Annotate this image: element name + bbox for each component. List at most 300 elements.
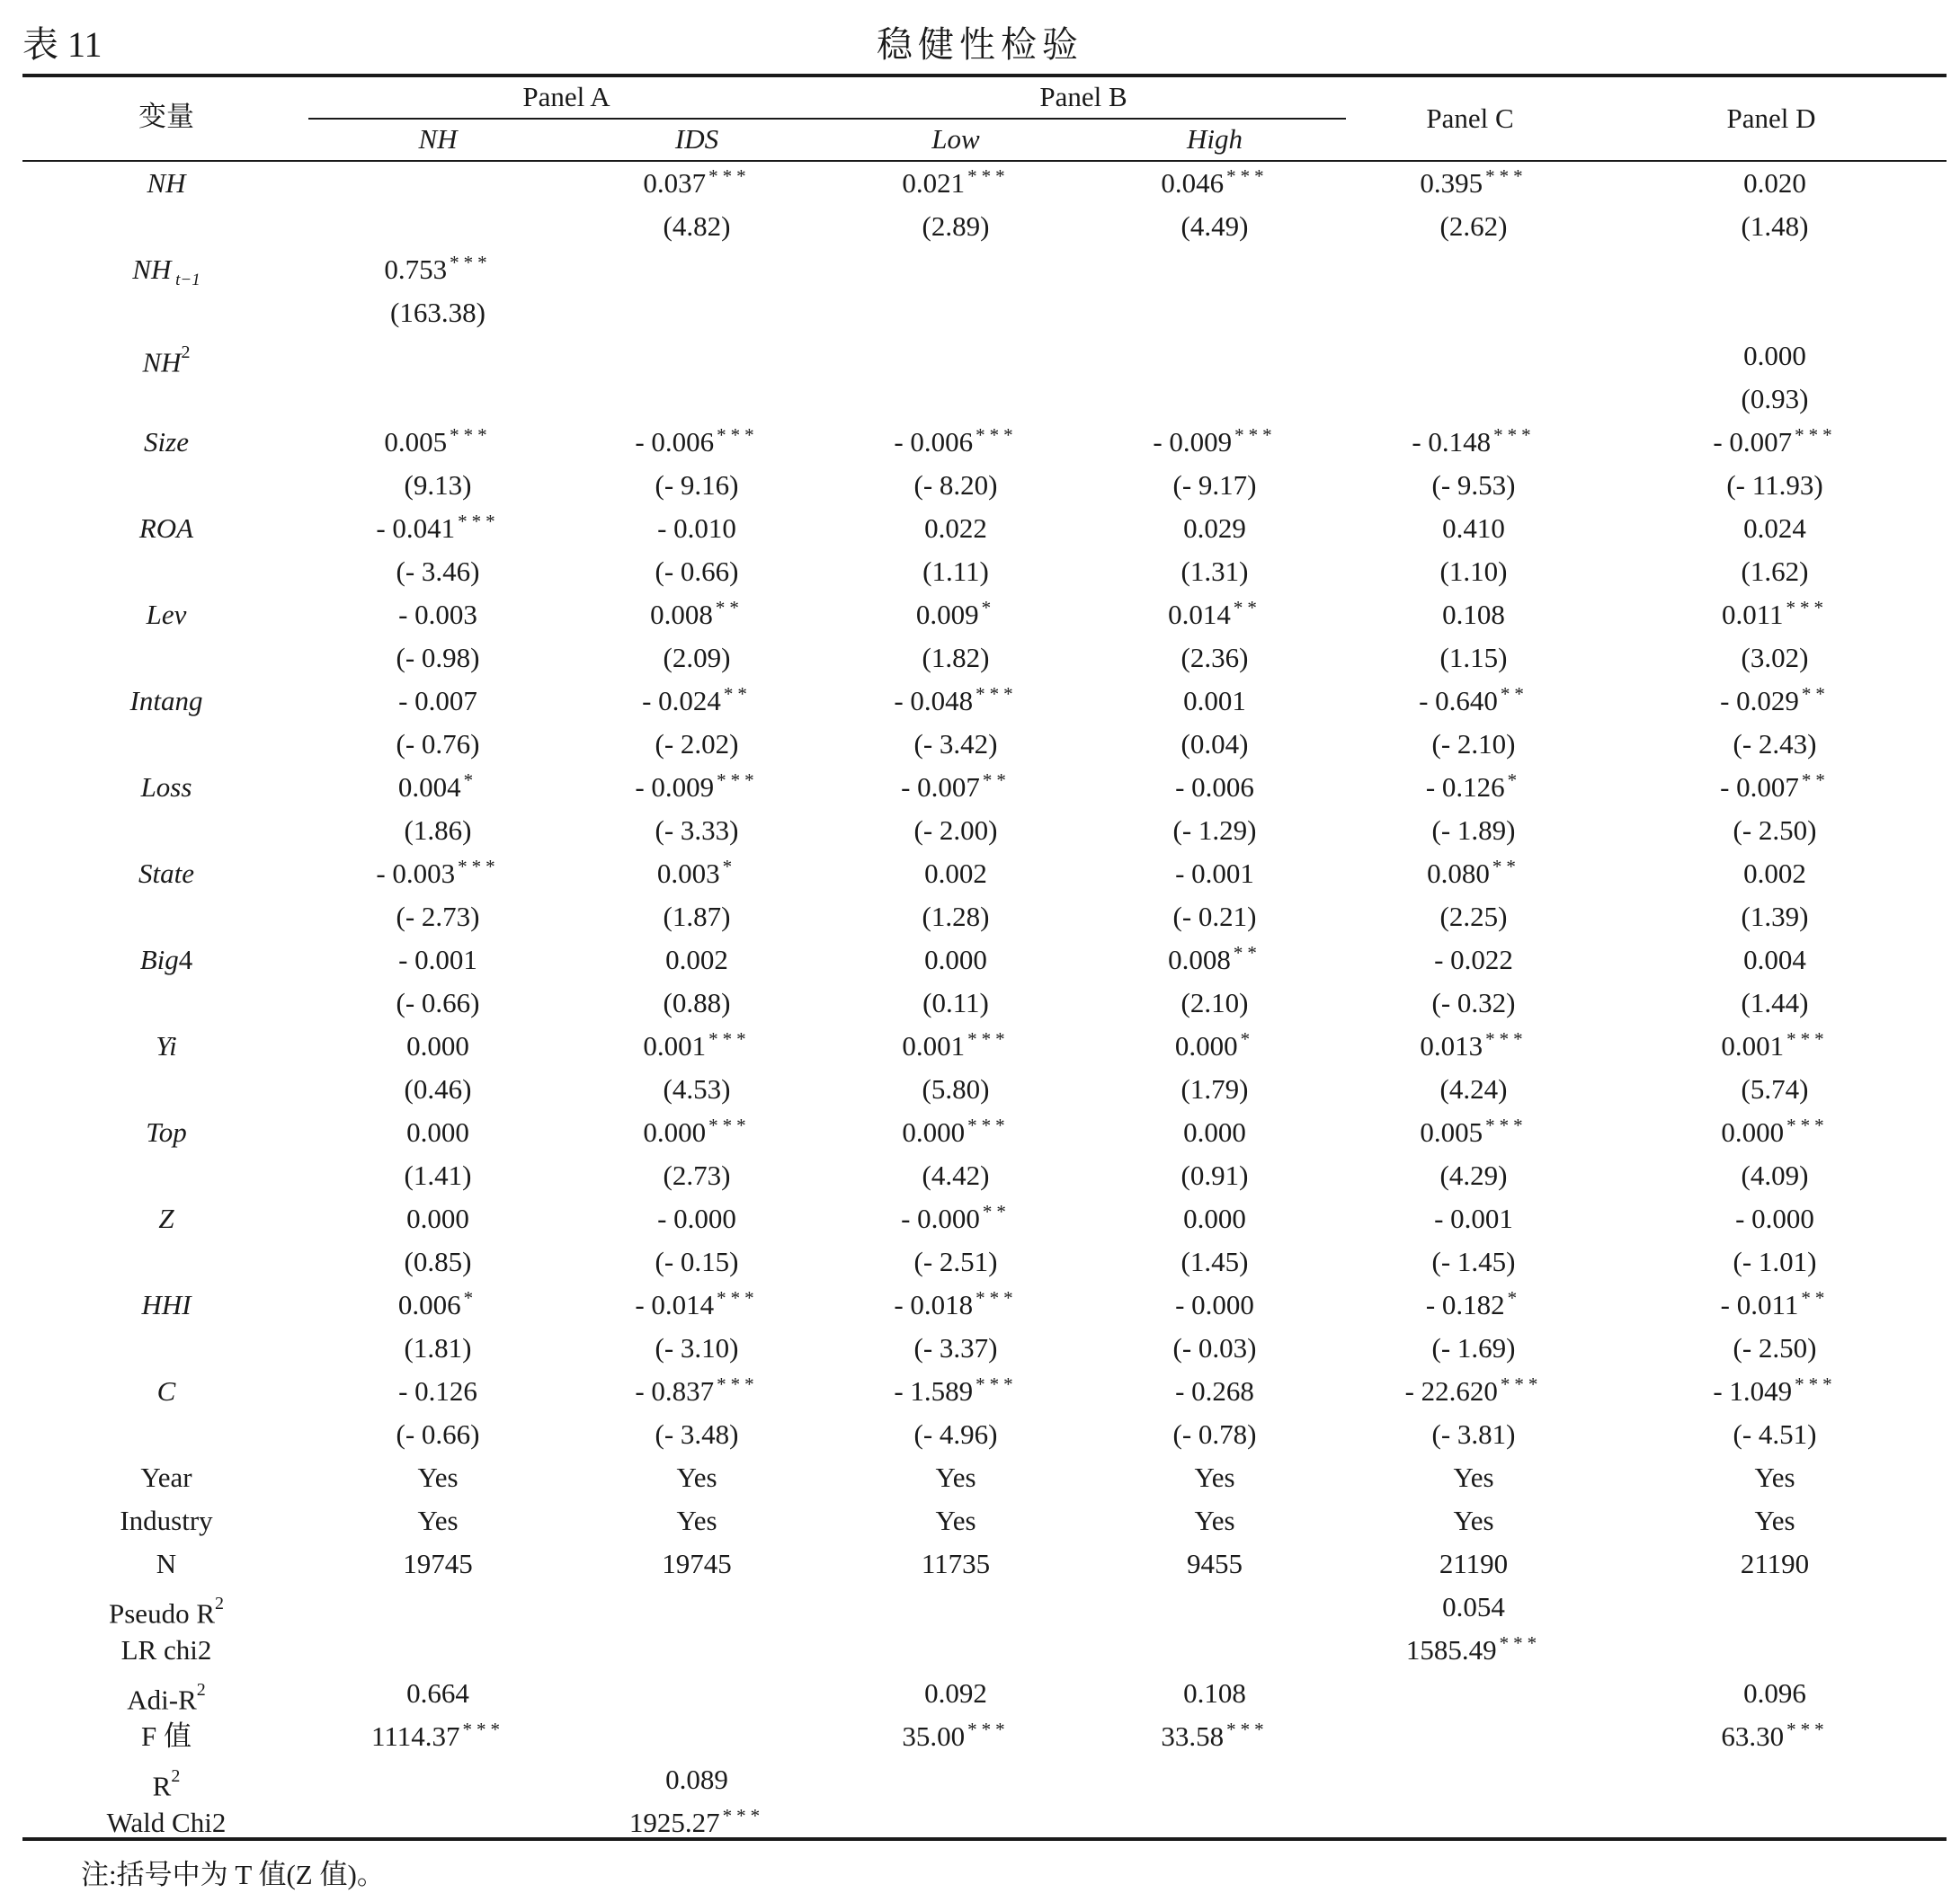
- t-value-cell: (4.29): [1439, 1160, 1508, 1191]
- value-number: 0.014: [1168, 599, 1231, 630]
- t-value-cell: (1.10): [1439, 555, 1508, 587]
- row-0-label: [76, 165, 256, 201]
- value-number: Yes: [1453, 1462, 1494, 1493]
- row-7-label: [76, 769, 256, 805]
- value-number: - 0.029: [1720, 685, 1799, 716]
- coefficient-cell: [1080, 1028, 1350, 1067]
- value-number: Yes: [1194, 1505, 1235, 1536]
- coefficient-cell: [562, 1373, 832, 1412]
- significance-stars: ***: [967, 165, 1010, 187]
- value-number: 0.410: [1442, 512, 1505, 544]
- t-value-cell: (- 4.51): [1733, 1418, 1817, 1450]
- coefficient-cell: [1080, 165, 1350, 204]
- stat-cell: [303, 1675, 573, 1711]
- value-number: - 0.000: [1735, 1203, 1814, 1234]
- variable-name: Loss: [140, 771, 192, 803]
- stat-cell: [1339, 1546, 1608, 1582]
- coefficient-cell: [1640, 1201, 1910, 1237]
- coefficient-cell: [1640, 511, 1910, 547]
- value-number: 0.108: [1183, 1677, 1246, 1709]
- t-value-cell: (1.87): [663, 901, 731, 932]
- value-number: 19745: [662, 1548, 732, 1579]
- value-number: - 0.006: [1175, 771, 1254, 803]
- value-number: - 0.126: [1425, 771, 1505, 803]
- stat-cell: [562, 1460, 832, 1496]
- stat-cell: [1640, 1546, 1910, 1582]
- t-value-cell: (- 11.93): [1726, 469, 1823, 501]
- value-number: 0.022: [924, 512, 987, 544]
- value-number: 0.021: [902, 167, 966, 199]
- value-number: 33.58: [1161, 1720, 1225, 1752]
- coefficient-cell: [1640, 338, 1910, 374]
- coefficient-cell: [562, 769, 832, 808]
- row-14-label: [76, 1373, 256, 1409]
- t-value-cell: (- 1.29): [1172, 814, 1257, 846]
- header-panel-b: Panel B: [1039, 81, 1127, 112]
- value-number: 0.008: [650, 599, 713, 630]
- coefficient-cell: [1640, 1287, 1910, 1326]
- coefficient-cell: [1080, 424, 1350, 463]
- coefficient-cell: [1640, 856, 1910, 892]
- value-number: 0.001: [1183, 685, 1246, 716]
- row-1-label: [76, 252, 256, 298]
- value-number: 0.000: [1183, 1116, 1246, 1148]
- coefficient-cell: [821, 1201, 1091, 1240]
- t-value-cell: (- 3.46): [396, 555, 480, 587]
- t-value-cell: (0.93): [1741, 383, 1809, 414]
- t-value-cell: (1.81): [404, 1332, 472, 1364]
- variable-name: Top: [146, 1116, 187, 1148]
- t-value-cell: (4.49): [1180, 210, 1249, 242]
- t-value-cell: (- 4.96): [913, 1418, 998, 1450]
- row-13-label: [76, 1287, 256, 1323]
- stat-7-label: [76, 1762, 256, 1804]
- variable-name: R: [152, 1770, 172, 1802]
- coefficient-cell: [1640, 683, 1910, 722]
- value-number: 0.395: [1420, 167, 1483, 199]
- value-number: 63.30: [1721, 1720, 1785, 1752]
- value-number: - 0.009: [635, 771, 715, 803]
- t-value-cell: (4.53): [663, 1073, 731, 1105]
- value-number: 35.00: [902, 1720, 966, 1752]
- significance-stars: **: [1233, 942, 1261, 964]
- significance-stars: ***: [1786, 1719, 1829, 1740]
- coefficient-cell: [821, 165, 1091, 204]
- t-value-cell: (- 0.66): [396, 987, 480, 1018]
- t-value-cell: (- 3.10): [655, 1332, 739, 1364]
- value-number: Yes: [1754, 1462, 1795, 1493]
- significance-stars: ***: [967, 1028, 1010, 1050]
- significance-stars: ***: [722, 1805, 765, 1826]
- significance-stars: ***: [1234, 424, 1277, 446]
- t-value-cell: (1.28): [922, 901, 990, 932]
- variable-name: HHI: [141, 1289, 192, 1320]
- significance-stars: **: [1801, 683, 1830, 705]
- table-note: 注:括号中为 T 值(Z 值)。: [81, 1859, 385, 1890]
- significance-stars: *: [463, 1287, 478, 1309]
- t-value-cell: (- 0.98): [396, 642, 480, 673]
- t-value-cell: (- 3.33): [655, 814, 739, 846]
- value-number: 0.004: [1743, 944, 1806, 975]
- t-value-cell: (- 2.50): [1733, 1332, 1817, 1364]
- significance-stars: **: [723, 683, 752, 705]
- coefficient-cell: [821, 1373, 1091, 1412]
- coefficient-cell: [1339, 769, 1608, 808]
- significance-stars: *: [1240, 1028, 1255, 1050]
- coefficient-cell: [1339, 597, 1608, 633]
- value-number: Yes: [417, 1505, 459, 1536]
- coefficient-cell: [562, 856, 832, 894]
- coefficient-cell: [1339, 683, 1608, 722]
- t-value-cell: (1.11): [922, 555, 989, 587]
- table-title: 稳健性检验: [877, 24, 1083, 65]
- t-value-cell: (- 8.20): [913, 469, 998, 501]
- significance-stars: ***: [976, 1373, 1018, 1395]
- t-value-cell: (- 1.89): [1431, 814, 1516, 846]
- row-2-label: [76, 338, 256, 380]
- variable-name: NH: [132, 253, 172, 285]
- value-number: - 0.007: [1720, 771, 1799, 803]
- variable-name: Wald Chi2: [106, 1807, 227, 1838]
- value-number: 0.001: [1721, 1030, 1785, 1062]
- t-value-cell: (1.45): [1180, 1246, 1249, 1277]
- variable-name: Year: [140, 1462, 192, 1493]
- stat-cell: [562, 1805, 832, 1844]
- t-value-cell: (- 0.76): [396, 728, 480, 760]
- t-value-cell: (- 2.51): [913, 1246, 998, 1277]
- stat-5-label: [76, 1675, 256, 1718]
- t-value-cell: (- 1.01): [1733, 1246, 1817, 1277]
- value-number: Yes: [676, 1462, 717, 1493]
- stat-cell: [562, 1546, 832, 1582]
- coefficient-cell: [1339, 1115, 1608, 1153]
- stat-cell: [821, 1675, 1091, 1711]
- t-value-cell: (4.82): [663, 210, 731, 242]
- value-number: 19745: [403, 1548, 473, 1579]
- variable-name: N: [156, 1548, 177, 1579]
- significance-stars: ***: [1795, 1373, 1837, 1395]
- value-number: Yes: [676, 1505, 717, 1536]
- value-number: 11735: [921, 1548, 991, 1579]
- value-number: - 0.006: [635, 426, 715, 458]
- coefficient-cell: [1080, 511, 1350, 547]
- header-col-nh: NH: [418, 123, 458, 155]
- t-value-cell: (- 2.43): [1733, 728, 1817, 760]
- significance-stars: *: [463, 769, 478, 791]
- t-value-cell: (- 3.81): [1431, 1418, 1516, 1450]
- t-value-cell: (- 9.53): [1431, 469, 1516, 501]
- stat-cell: [303, 1503, 573, 1539]
- coefficient-cell: [1080, 1201, 1350, 1237]
- value-number: 0.004: [397, 771, 461, 803]
- coefficient-cell: [1339, 856, 1608, 894]
- stat-cell: [562, 1503, 832, 1539]
- significance-stars: ***: [967, 1719, 1010, 1740]
- coefficient-cell: [1640, 1115, 1910, 1153]
- t-value-cell: (1.15): [1439, 642, 1508, 673]
- value-number: - 22.620: [1404, 1375, 1498, 1407]
- t-value-cell: (1.86): [404, 814, 472, 846]
- variable-name: Lev: [146, 599, 187, 630]
- value-number: 0.092: [924, 1677, 987, 1709]
- value-number: Yes: [1754, 1505, 1795, 1536]
- significance-stars: ***: [717, 424, 759, 446]
- variable-name: F 值: [141, 1720, 192, 1752]
- significance-stars: ***: [1786, 1115, 1829, 1136]
- coefficient-cell: [1339, 511, 1608, 547]
- significance-stars: **: [982, 1201, 1011, 1222]
- value-number: Yes: [417, 1462, 459, 1493]
- t-value-cell: (9.13): [404, 469, 472, 501]
- significance-stars: ***: [1500, 1373, 1543, 1395]
- value-number: - 0.000: [657, 1203, 736, 1234]
- row-8-label: [76, 856, 256, 892]
- stat-cell: [303, 1546, 573, 1582]
- t-value-cell: (4.24): [1439, 1073, 1508, 1105]
- t-value-cell: (1.31): [1180, 555, 1249, 587]
- significance-stars: ***: [1485, 1028, 1528, 1050]
- significance-stars: ***: [976, 683, 1018, 705]
- value-number: 0.020: [1743, 167, 1806, 199]
- significance-stars: ***: [1485, 1115, 1528, 1136]
- significance-stars: ***: [976, 424, 1018, 446]
- coefficient-cell: [1080, 1287, 1350, 1323]
- value-number: - 0.003: [398, 599, 477, 630]
- variable-superscript: 2: [196, 1680, 206, 1700]
- header-col-low: Low: [931, 123, 980, 155]
- value-number: - 0.182: [1425, 1289, 1505, 1320]
- significance-stars: ***: [458, 856, 500, 877]
- t-value-cell: (- 3.37): [913, 1332, 998, 1364]
- value-number: - 0.148: [1412, 426, 1492, 458]
- value-number: 0.029: [1183, 512, 1246, 544]
- table-caption: 表 11: [22, 24, 102, 65]
- value-number: 0.008: [1168, 944, 1231, 975]
- t-value-cell: (1.44): [1741, 987, 1809, 1018]
- coefficient-cell: [303, 1201, 573, 1237]
- row-4-label: [76, 511, 256, 547]
- value-number: - 1.589: [894, 1375, 974, 1407]
- significance-stars: ***: [462, 1719, 504, 1740]
- value-number: Yes: [1453, 1505, 1494, 1536]
- coefficient-cell: [1339, 1028, 1608, 1067]
- coefficient-cell: [1080, 769, 1350, 805]
- t-value-cell: (4.42): [922, 1160, 990, 1191]
- coefficient-cell: [1080, 683, 1350, 719]
- t-value-cell: (1.82): [922, 642, 990, 673]
- coefficient-cell: [562, 511, 832, 547]
- coefficient-cell: [562, 1028, 832, 1067]
- coefficient-cell: [562, 1287, 832, 1326]
- t-value-cell: (- 1.69): [1431, 1332, 1516, 1364]
- variable-superscript: 2: [215, 1594, 224, 1613]
- significance-stars: **: [1801, 769, 1830, 791]
- value-number: - 0.000: [901, 1203, 980, 1234]
- variable-superscript: 2: [181, 342, 191, 362]
- t-value-cell: (0.11): [922, 987, 989, 1018]
- significance-stars: ***: [1485, 165, 1528, 187]
- coefficient-cell: [1080, 1115, 1350, 1151]
- stat-cell: [1640, 1675, 1910, 1711]
- stat-cell: [303, 1460, 573, 1496]
- stat-cell: [1080, 1719, 1350, 1757]
- t-value-cell: (2.10): [1180, 987, 1249, 1018]
- value-number: 0.753: [384, 253, 448, 285]
- t-value-cell: (2.89): [922, 210, 990, 242]
- variable-name: NH: [142, 346, 182, 378]
- t-value-cell: (- 1.45): [1431, 1246, 1516, 1277]
- significance-stars: ***: [1786, 1028, 1829, 1050]
- value-number: 0.096: [1743, 1677, 1806, 1709]
- value-number: 0.000: [1743, 340, 1806, 371]
- value-number: 1585.49: [1405, 1634, 1497, 1666]
- value-number: 21190: [1740, 1548, 1810, 1579]
- coefficient-cell: [1080, 856, 1350, 892]
- t-value-cell: (1.39): [1741, 901, 1809, 932]
- significance-stars: **: [1801, 1287, 1830, 1309]
- coefficient-cell: [303, 1115, 573, 1151]
- variable-name: Pseudo R: [109, 1597, 215, 1630]
- coefficient-cell: [821, 1287, 1091, 1326]
- coefficient-cell: [303, 683, 573, 719]
- variable-name-tail: 4: [178, 944, 193, 975]
- variable-name: Intang: [129, 685, 203, 716]
- t-value-cell: (0.85): [404, 1246, 472, 1277]
- significance-stars: ***: [1795, 424, 1837, 446]
- significance-stars: **: [1492, 856, 1520, 877]
- significance-stars: ***: [1226, 165, 1269, 187]
- value-number: 0.000: [924, 944, 987, 975]
- significance-stars: *: [1507, 769, 1522, 791]
- t-value-cell: (163.38): [390, 297, 486, 328]
- value-number: - 0.268: [1175, 1375, 1254, 1407]
- stat-cell: [1080, 1675, 1350, 1711]
- t-value-cell: (1.41): [404, 1160, 472, 1191]
- row-11-label: [76, 1115, 256, 1151]
- significance-stars: **: [715, 597, 744, 618]
- t-value-cell: (- 0.66): [396, 1418, 480, 1450]
- significance-stars: ***: [708, 1028, 751, 1050]
- coefficient-cell: [1640, 942, 1910, 978]
- stat-cell: [821, 1546, 1091, 1582]
- row-12-label: [76, 1201, 256, 1237]
- significance-stars: **: [1500, 683, 1528, 705]
- panel-a-b-underline: [308, 118, 1346, 120]
- significance-stars: **: [982, 769, 1011, 791]
- stat-1-label: [76, 1503, 256, 1539]
- coefficient-cell: [303, 856, 573, 894]
- coefficient-cell: [821, 597, 1091, 635]
- t-value-cell: (- 2.73): [396, 901, 480, 932]
- t-value-cell: (0.91): [1180, 1160, 1249, 1191]
- stat-6-label: [76, 1719, 256, 1755]
- t-value-cell: (- 2.02): [655, 728, 739, 760]
- variable-name: Size: [144, 426, 189, 458]
- value-number: 0.001: [643, 1030, 707, 1062]
- variable-name: Z: [158, 1203, 174, 1234]
- significance-stars: ***: [1499, 1632, 1542, 1654]
- value-number: 0.011: [1721, 599, 1784, 630]
- coefficient-cell: [1640, 769, 1910, 808]
- value-number: 0.000: [902, 1116, 966, 1148]
- t-value-cell: (- 9.16): [655, 469, 739, 501]
- value-number: 0.080: [1427, 858, 1490, 889]
- t-value-cell: (- 2.50): [1733, 814, 1817, 846]
- significance-stars: ***: [967, 1115, 1010, 1136]
- stat-cell: [1339, 1632, 1608, 1671]
- value-number: 0.013: [1420, 1030, 1483, 1062]
- coefficient-cell: [1640, 424, 1910, 463]
- coefficient-cell: [1339, 165, 1608, 204]
- variable-name: ROA: [138, 512, 194, 544]
- significance-stars: ***: [1786, 597, 1829, 618]
- stat-8-label: [76, 1805, 256, 1841]
- significance-stars: ***: [1493, 424, 1536, 446]
- t-value-cell: (- 0.32): [1431, 987, 1516, 1018]
- t-value-cell: (1.62): [1741, 555, 1809, 587]
- variable-subscript: t−1: [171, 271, 200, 290]
- coefficient-cell: [821, 769, 1091, 808]
- stat-cell: [821, 1503, 1091, 1539]
- variable-name: Yi: [156, 1030, 177, 1062]
- t-value-cell: (- 0.78): [1172, 1418, 1257, 1450]
- coefficient-cell: [303, 942, 573, 978]
- variable-name: LR chi2: [120, 1634, 212, 1666]
- bottom-rule: [22, 1837, 1947, 1841]
- coefficient-cell: [303, 511, 573, 549]
- value-number: 0.037: [643, 167, 707, 199]
- coefficient-cell: [821, 1028, 1091, 1067]
- coefficient-cell: [1339, 1287, 1608, 1326]
- row-6-label: [76, 683, 256, 719]
- coefficient-cell: [821, 511, 1091, 547]
- row-5-label: [76, 597, 256, 633]
- top-rule: [22, 74, 1947, 77]
- header-panel-d: Panel D: [1726, 102, 1816, 134]
- t-value-cell: (1.48): [1741, 210, 1809, 242]
- value-number: 0.002: [924, 858, 987, 889]
- header-panel-c: Panel C: [1426, 102, 1514, 134]
- value-number: 0.024: [1743, 512, 1806, 544]
- header-bottom-rule: [22, 160, 1947, 162]
- coefficient-cell: [303, 1287, 573, 1326]
- significance-stars: ***: [717, 1373, 759, 1395]
- significance-stars: ***: [976, 1287, 1018, 1309]
- stat-cell: [1339, 1589, 1608, 1625]
- variable-superscript: 2: [171, 1766, 181, 1786]
- value-number: - 0.009: [1153, 426, 1233, 458]
- value-number: 0.000: [1721, 1116, 1785, 1148]
- value-number: 0.005: [1420, 1116, 1483, 1148]
- coefficient-cell: [1640, 1373, 1910, 1412]
- value-number: - 0.837: [635, 1375, 715, 1407]
- t-value-cell: (0.46): [404, 1073, 472, 1105]
- value-number: 0.089: [665, 1764, 728, 1795]
- value-number: 0.009: [915, 599, 979, 630]
- t-value-cell: (- 2.00): [913, 814, 998, 846]
- coefficient-cell: [821, 683, 1091, 722]
- coefficient-cell: [562, 1201, 832, 1237]
- t-value-cell: (4.09): [1741, 1160, 1809, 1191]
- value-number: - 0.000: [1175, 1289, 1254, 1320]
- value-number: - 0.001: [1434, 1203, 1513, 1234]
- significance-stars: ***: [708, 1115, 751, 1136]
- stat-cell: [1640, 1460, 1910, 1496]
- stat-cell: [1080, 1460, 1350, 1496]
- value-number: 1925.27: [628, 1807, 720, 1838]
- coefficient-cell: [1080, 942, 1350, 981]
- value-number: 21190: [1439, 1548, 1509, 1579]
